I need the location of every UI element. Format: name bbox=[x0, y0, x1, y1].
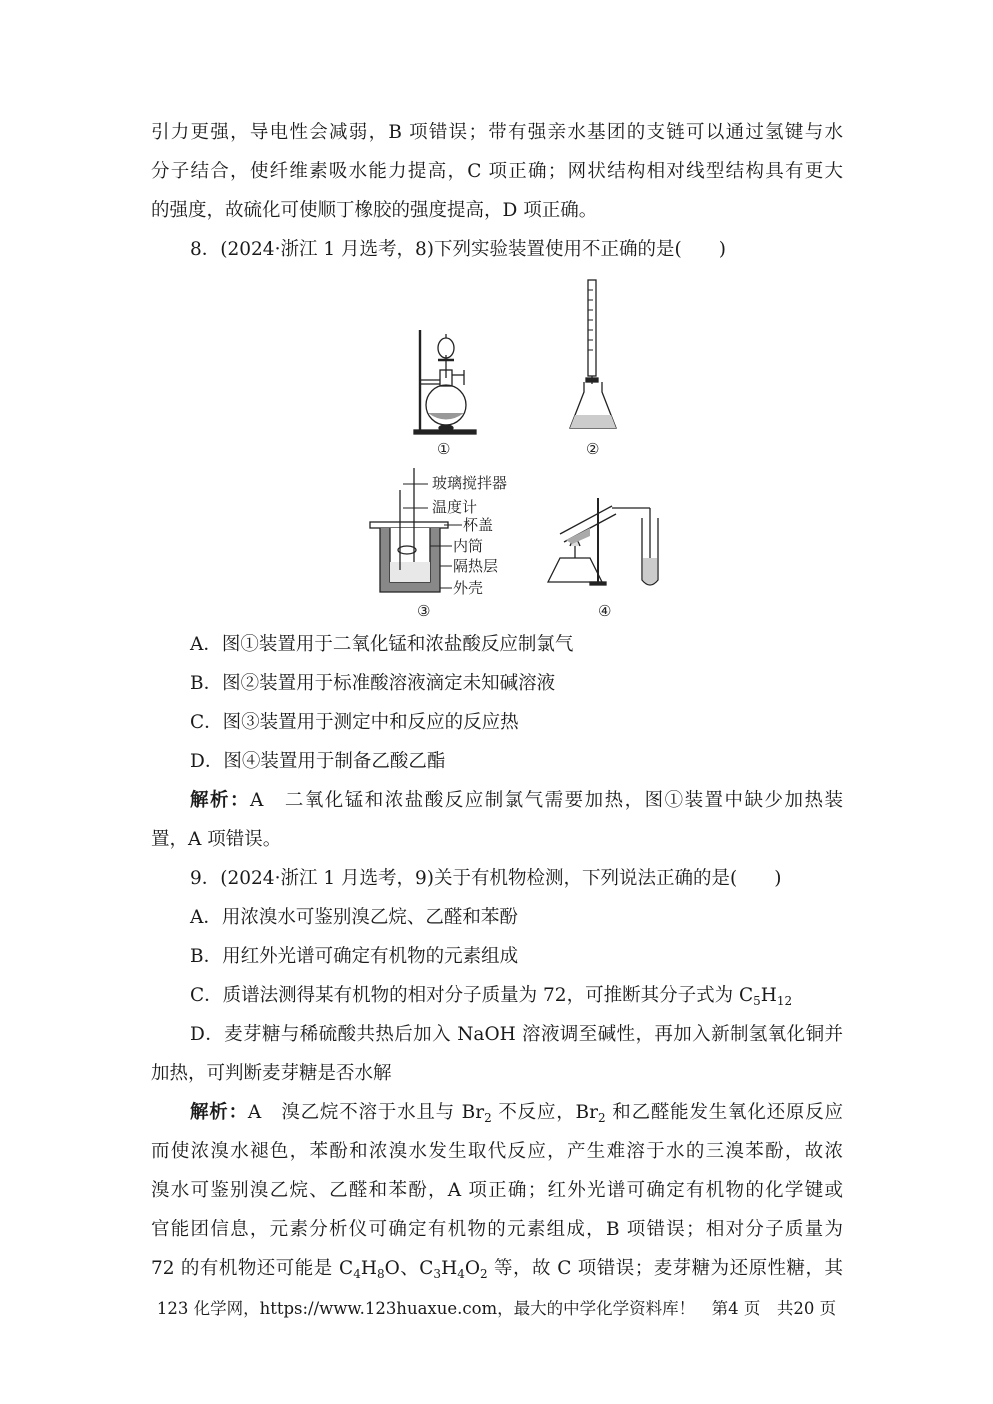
calorimeter-shell-label: 外壳 bbox=[453, 579, 484, 597]
figure-label-2: ② bbox=[586, 440, 600, 458]
option-c-text: H bbox=[760, 985, 777, 1006]
subscript: 5 bbox=[753, 994, 761, 1008]
analysis-answer: A bbox=[249, 790, 264, 811]
apparatus-figure bbox=[0, 270, 993, 630]
analysis-line: 而使浓溴水褪色，苯酚和浓溴水发生取代反应，产生难溶于水的三溴苯酚，故浓 bbox=[151, 1141, 843, 1162]
question-8-stem bbox=[190, 237, 843, 263]
calorimeter-stirrer-label: 玻璃搅拌器 bbox=[432, 474, 508, 492]
question-number: 8． bbox=[190, 239, 221, 260]
figure-label-3: ③ bbox=[417, 602, 431, 620]
calorimeter-lid-label: 杯盖 bbox=[463, 516, 494, 534]
paragraph-line: 的强度，故硫化可使顺丁橡胶的强度提高，D 项正确。 bbox=[151, 200, 598, 221]
question-9-stem bbox=[190, 866, 843, 892]
question-9-option-d-cont: 加热，可判断麦芽糖是否水解 bbox=[151, 1063, 392, 1084]
analysis-line: 72 的有机物还可能是 $C_4H_8O$、$C_3H_4O_2$ 等，故 C 项错误；麦芽糖为还原性糖，其 bbox=[151, 1258, 843, 1281]
question-number: 9． bbox=[190, 868, 221, 889]
analysis-label: 解析： bbox=[190, 1102, 248, 1123]
apparatus-1 bbox=[414, 330, 476, 434]
analysis-line: 溴水可鉴别溴乙烷、乙醛和苯酚，A 项正确；红外光谱可确定有机物的化学键或 bbox=[151, 1180, 843, 1201]
question-text: (2024·浙江 1 月选考，8)下列实验装置使用不正确的是( ) bbox=[220, 239, 726, 260]
analysis-text: 二氧化锰和浓盐酸反应制氯气需要加热，图①装置中缺少加热装 bbox=[284, 790, 843, 811]
calorimeter-thermometer-label: 温度计 bbox=[432, 498, 478, 516]
question-8-analysis bbox=[190, 788, 843, 814]
question-text: (2024·浙江 1 月选考，9)关于有机物检测，下列说法正确的是( ) bbox=[220, 868, 782, 889]
figure-label-4: ④ bbox=[598, 602, 612, 620]
question-9-option-c bbox=[190, 983, 843, 1009]
apparatus-2 bbox=[570, 280, 616, 428]
question-8-option-b: B．图②装置用于标准酸溶液滴定未知碱溶液 bbox=[190, 673, 556, 694]
paragraph-line: 引力更强，导电性会减弱，B 项错误；带有强亲水基团的支链可以通过氢键与水 bbox=[151, 122, 843, 143]
question-8-analysis-cont: 置，A 项错误。 bbox=[151, 829, 282, 850]
calorimeter-insulation-label: 隔热层 bbox=[453, 557, 499, 575]
question-9-analysis: 解析：A 溴乙烷不溶于水且与 $Br_2$ 不反应，$Br_2$ 和乙醛能发生氧化还原反应 bbox=[190, 1102, 843, 1125]
analysis-line: 官能团信息，元素分析仪可确定有机物的元素组成，B 项错误；相对分子质量为 bbox=[151, 1219, 843, 1240]
figure-label-1: ① bbox=[437, 440, 451, 458]
question-8-option-d: D．图④装置用于制备乙酸乙酯 bbox=[190, 751, 446, 772]
subscript: 12 bbox=[776, 994, 793, 1008]
page-footer: 123 化学网，https://www.123huaxue.com，最大的中学化学资料库！ 第4 页 共20 页 bbox=[156, 1299, 837, 1318]
paragraph-line: 分子结合，使纤维素吸水能力提高，C 项正确；网状结构相对线型结构具有更大 bbox=[151, 161, 843, 182]
calorimeter-inner-cup-label: 内筒 bbox=[453, 537, 484, 555]
apparatus-4 bbox=[548, 498, 658, 585]
analysis-label: 解析： bbox=[190, 790, 250, 811]
question-8-option-a: A．图①装置用于二氧化锰和浓盐酸反应制氯气 bbox=[190, 634, 574, 655]
question-9-option-d: D．麦芽糖与稀硫酸共热后加入 NaOH 溶液调至碱性，再加入新制氢氧化铜并 bbox=[190, 1024, 843, 1045]
analysis-answer: A bbox=[247, 1102, 262, 1123]
question-9-option-a: A．用浓溴水可鉴别溴乙烷、乙醛和苯酚 bbox=[190, 907, 518, 928]
option-c-text: C．质谱法测得某有机物的相对分子质量为 72，可推断其分子式为 C bbox=[190, 985, 754, 1006]
question-8-option-c: C．图③装置用于测定中和反应的反应热 bbox=[190, 712, 519, 733]
question-9-option-b: B．用红外光谱可确定有机物的元素组成 bbox=[190, 946, 519, 967]
